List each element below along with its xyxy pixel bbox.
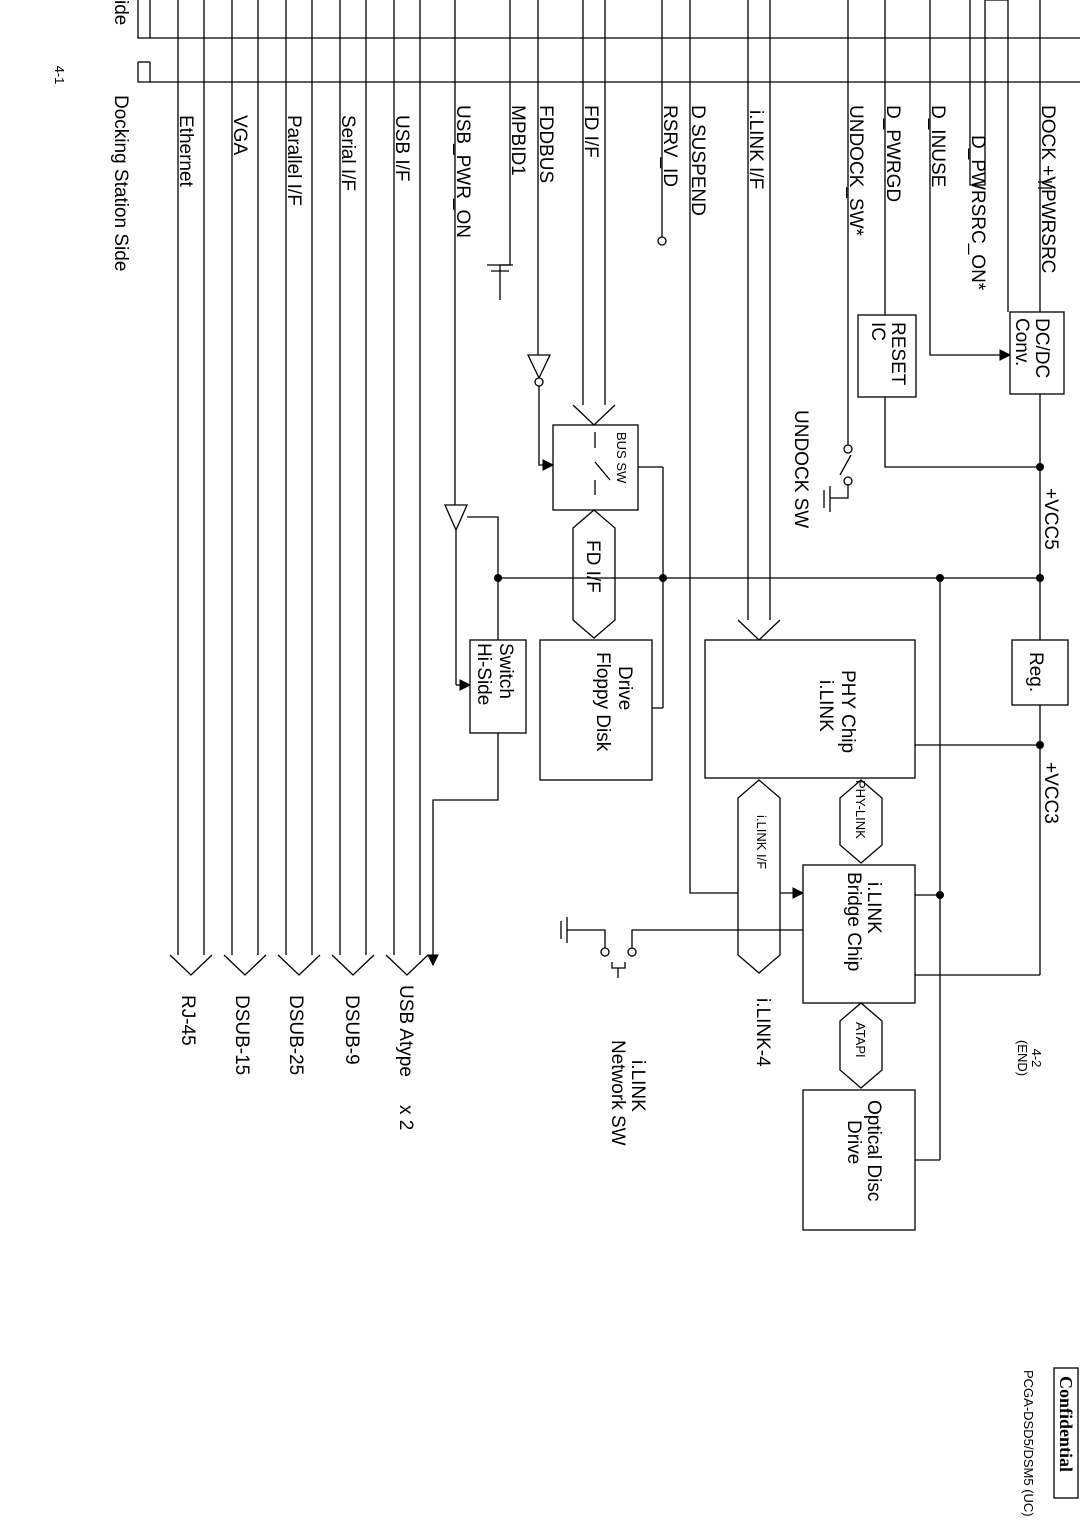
- page-number-left: 4-1: [52, 65, 67, 85]
- page-number-right: 4-2: [1029, 1048, 1044, 1068]
- connector-dsub25: DSUB-25: [285, 995, 306, 1076]
- signal-undock-sw: UNDOCK_SW*: [845, 105, 866, 236]
- connector-usb-atype: USB Atype: [395, 985, 416, 1077]
- floppy-label-2: Drive: [614, 666, 635, 711]
- fd-if-bus-label: FD I/F: [582, 540, 603, 593]
- signal-parallel-if: Parallel I/F: [283, 115, 304, 206]
- signal-d-pwrgd: D_PWRGD: [882, 105, 903, 203]
- dcdc-label-1: DC/DC: [1031, 318, 1052, 379]
- dock-connector-outline: [138, 0, 1080, 82]
- page-end-mark: (END): [1015, 1039, 1030, 1077]
- signal-fddbus: FDDBUS: [535, 105, 556, 184]
- signal-d-pwrsrc-on: D_PWRSRC_ON*: [967, 135, 988, 291]
- fd-if-bus-in: [573, 0, 615, 425]
- network-sw-label-2: Network SW: [607, 1040, 628, 1146]
- signal-rsrv-id: RSRV_ID: [659, 105, 680, 188]
- phy-chip-label-2: PHY Chip: [837, 670, 858, 754]
- signal-dock-vpwrsrc: DOCK +VPWRSRC: [1037, 105, 1058, 274]
- vcc3-rail: [915, 705, 1044, 975]
- network-sw-label-1: i.LINK: [627, 1060, 648, 1112]
- signal-serial-if: Serial I/F: [337, 115, 358, 192]
- undock-sw-label: UNDOCK SW: [790, 410, 811, 529]
- hi-side-switch-label-1: Hi-Side: [473, 643, 494, 706]
- ilink-if-bus-out: [738, 780, 780, 973]
- phy-link-bus-label: PHY-LINK: [853, 780, 868, 839]
- undock-switch-symbol: [824, 0, 852, 512]
- model-number: PCGA-DSD5/DSM5 (UC): [1021, 1370, 1036, 1517]
- optical-label-1: Optical Disc: [863, 1100, 884, 1202]
- fddbus-path: [528, 0, 553, 465]
- signal-ethernet: Ethernet: [175, 115, 196, 187]
- ilink-phy-chip-block: [705, 640, 915, 778]
- phy-chip-label-1: i.LINK: [815, 680, 836, 732]
- side-label-cut: ide: [110, 0, 131, 26]
- signal-usb-pwr-on: USB_PWR_ON: [452, 105, 473, 239]
- dcdc-label-2: Conv.: [1011, 318, 1032, 367]
- bridge-chip-label-2: Bridge Chip: [843, 872, 864, 972]
- signal-usb-if: USB I/F: [391, 115, 412, 182]
- vcc3-label: +VCC3: [1040, 762, 1061, 824]
- optical-label-2: Drive: [843, 1120, 864, 1165]
- regulator-label: Reg.: [1025, 652, 1046, 693]
- reset-ic-label-2: IC: [867, 322, 888, 341]
- signal-ilink-if: i.LINK I/F: [745, 110, 766, 190]
- signal-mpbid1: MPBID1: [507, 105, 528, 176]
- signal-d-suspend: D SUSPEND: [687, 105, 708, 216]
- side-label-docking-station: Docking Station Side: [110, 95, 131, 272]
- connector-usb-qty: x 2: [395, 1105, 416, 1131]
- bus-switch-label: BUS SW: [614, 432, 629, 484]
- connector-dsub15: DSUB-15: [231, 995, 252, 1076]
- connector-dsub9: DSUB-9: [341, 995, 362, 1065]
- signal-d-inuse: D_INUSE: [927, 105, 948, 188]
- vcc5-label: +VCC5: [1040, 488, 1061, 550]
- ilink-if-bus-label: i.LINK I/F: [754, 815, 769, 870]
- floppy-label-1: Floppy Disk: [592, 652, 613, 752]
- confidential-stamp: Confidential: [1056, 1376, 1076, 1473]
- bridge-chip-label-1: i.LINK: [863, 882, 884, 934]
- reset-ic-label-1: RESET: [887, 322, 908, 386]
- hi-side-switch-label-2: Switch: [495, 643, 516, 699]
- signal-fd-if: FD I/F: [580, 105, 601, 158]
- atapi-bus-label: ATAPI: [853, 1022, 868, 1058]
- ilink-if-bus-in: [738, 0, 780, 640]
- connector-rj45: RJ-45: [177, 995, 198, 1046]
- signal-vga: VGA: [229, 115, 250, 156]
- connector-ilink4: i.LINK-4: [752, 998, 773, 1067]
